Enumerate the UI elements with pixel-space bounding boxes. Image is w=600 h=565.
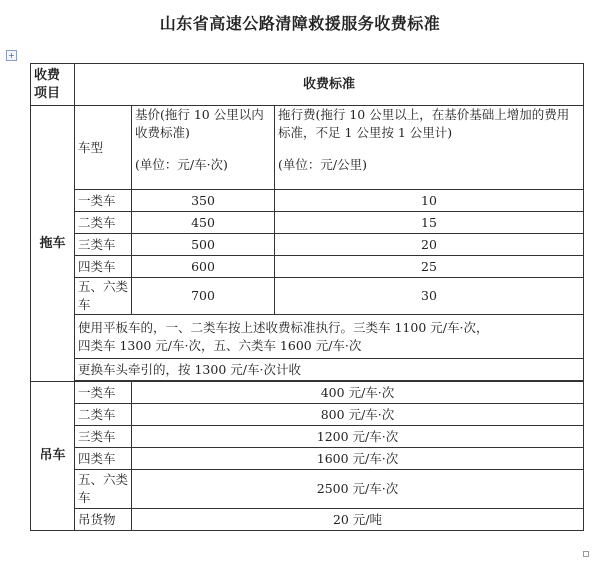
- tractor-note: 更换车头牵引的，按 1300 元/车·次计收: [75, 359, 584, 381]
- tow-fee-desc: 拖行费(拖行 10 公里以上，在基价基础上增加的费用标准，不足 1 公里按 1 公里计): [278, 107, 570, 140]
- crane-price-cell: 800 元/车·次: [132, 404, 584, 426]
- flatbed-note-line2: 四类车 1300 元/车·次，五、六类车 1600 元/车·次: [78, 337, 362, 353]
- tow-fee-unit: (单位：元/公里): [278, 157, 367, 172]
- table-row: [31, 234, 584, 256]
- table-row: [31, 448, 584, 470]
- base-price-cell: 500: [132, 234, 275, 256]
- base-price-cell: 700: [132, 278, 275, 315]
- vehicle-type-cell: 四类车: [75, 448, 132, 470]
- table-row: [31, 470, 584, 509]
- table-row: [31, 382, 584, 404]
- tow-fee-cell: 10: [275, 190, 584, 212]
- crane-price-cell: 1600 元/车·次: [132, 448, 584, 470]
- flatbed-note-row: [31, 315, 584, 359]
- crane-price-cell: 20 元/吨: [132, 509, 584, 531]
- vehicle-type-cell: 四类车: [75, 256, 132, 278]
- fee-table: [30, 63, 584, 531]
- tow-fee-cell: 15: [275, 212, 584, 234]
- table-row: [31, 190, 584, 212]
- tow-fee-cell: 25: [275, 256, 584, 278]
- vehicle-type-cell: 二类车: [75, 212, 132, 234]
- base-price-desc: 基价(拖行 10 公里以内收费标准): [135, 107, 264, 140]
- vehicle-type-cell: 一类车: [75, 190, 132, 212]
- base-price-unit: (单位：元/车·次): [135, 157, 228, 172]
- vehicle-type-cell: 二类车: [75, 404, 132, 426]
- crane-price-cell: 2500 元/车·次: [132, 470, 584, 509]
- base-price-cell: 450: [132, 212, 275, 234]
- tow-section-label: 拖车: [31, 106, 75, 382]
- table-row: [31, 256, 584, 278]
- item-header-line2: 项目: [34, 85, 61, 101]
- base-price-header: [132, 106, 275, 190]
- page-title: 山东省高速公路清障救援服务收费标准: [159, 14, 441, 33]
- table-row: [31, 278, 584, 315]
- crane-section-label: 吊车: [31, 382, 75, 531]
- vehicle-type-cell: 三类车: [75, 234, 132, 256]
- vehicle-type-header: 车型: [75, 106, 132, 190]
- vehicle-type-cell: 吊货物: [75, 509, 132, 531]
- vehicle-type-cell: 五、六类车: [75, 278, 132, 315]
- standard-header: 收费标准: [75, 64, 584, 106]
- table-row: [31, 404, 584, 426]
- crane-price-cell: 1200 元/车·次: [132, 426, 584, 448]
- table-header-row: [31, 64, 584, 106]
- tow-fee-cell: 30: [275, 278, 584, 315]
- tractor-note-row: [31, 359, 584, 381]
- vehicle-type-cell: 一类车: [75, 382, 132, 404]
- vehicle-type-cell: 五、六类车: [75, 470, 132, 509]
- tow-fee-header: [275, 106, 584, 190]
- table-row: [31, 426, 584, 448]
- base-price-cell: 350: [132, 190, 275, 212]
- flatbed-note: [75, 315, 584, 359]
- tow-fee-cell: 20: [275, 234, 584, 256]
- item-header-line1: 收费: [34, 67, 61, 83]
- table-move-handle-icon[interactable]: +: [6, 50, 17, 61]
- table-row: [31, 212, 584, 234]
- vehicle-type-cell: 三类车: [75, 426, 132, 448]
- item-header-cell: [31, 64, 75, 106]
- tow-subheader-row: [31, 106, 584, 190]
- crane-price-cell: 400 元/车·次: [132, 382, 584, 404]
- table-resize-handle[interactable]: [583, 551, 589, 557]
- table-row: [31, 509, 584, 531]
- base-price-cell: 600: [132, 256, 275, 278]
- flatbed-note-line1: 使用平板车的，一、二类车按上述收费标准执行。三类车 1100 元/车·次，: [78, 319, 489, 335]
